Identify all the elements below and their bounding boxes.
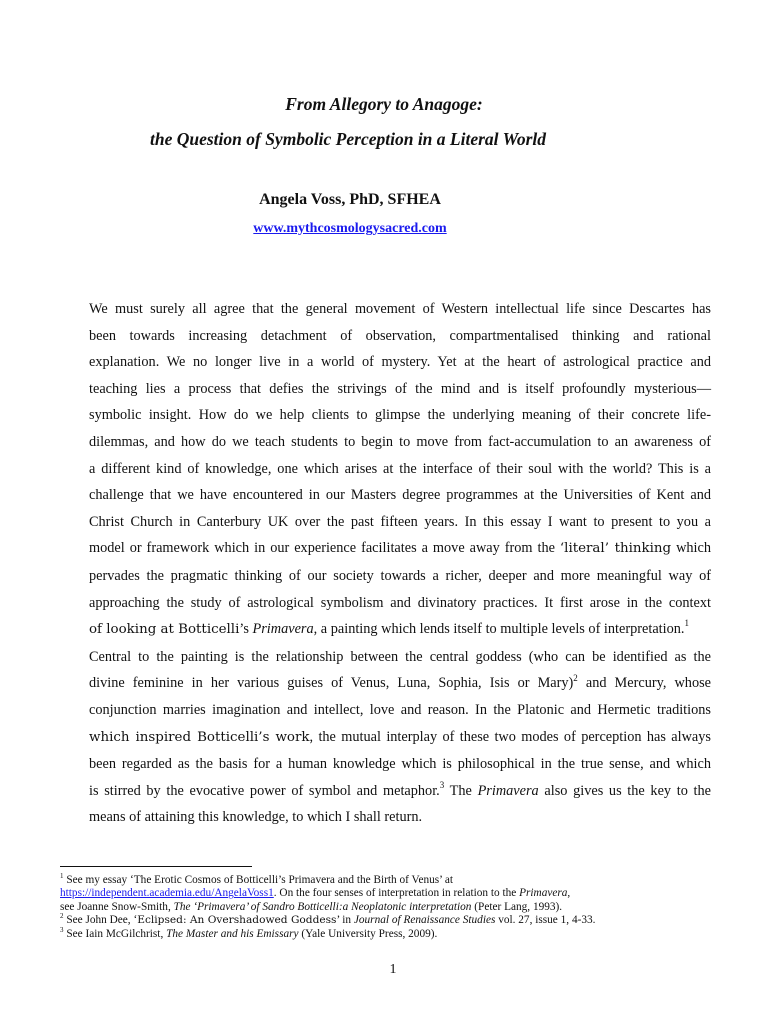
body-line: means of attaining this knowledge, to which I shall return. xyxy=(89,809,423,826)
body-line: approaching the study of astrological symbolism and divinatory practices. It first arose in the context xyxy=(89,594,711,611)
paper-title-line-2: the Question of Symbolic Perception in a Literal World xyxy=(149,129,547,149)
body-line: a different kind of knowledge, one which arises at the interface of their soul with the world? This is a xyxy=(89,460,711,477)
body-line: dilemmas, and how do we teach students to begin to move from fact-accumulation to an awareness of xyxy=(89,433,711,450)
body-line: challenge that we have encountered in our Masters degree programmes at the Universities of Kent and xyxy=(89,487,711,504)
body-line: explanation. We no longer live in a world of mystery. Yet at the heart of astrological practice and xyxy=(89,354,711,371)
body-line: pervades the pragmatic thinking of our society towards a richer, deeper and more meaningful way of xyxy=(89,567,711,584)
footnote-ref[interactable]: 2 xyxy=(573,672,578,683)
body-line: which inspired Botticelli’s work, the mutual interplay of these two modes of perception has always xyxy=(89,728,711,745)
author-name: Angela Voss, PhD, SFHEA xyxy=(259,191,441,208)
body-line: We must surely all agree that the general movement of Western intellectual life since Descartes has xyxy=(89,301,711,317)
body-line: been towards increasing detachment of observation, compartmentalised thinking and rational xyxy=(89,327,711,344)
page-number: 1 xyxy=(389,962,397,977)
footnote-2: $^2$ See John Dee, ‘Eclipsed: An Overshadowed Goddess’ in Journal of Renaissance Studies vol. 27, issue 1, 4-33. xyxy=(60,912,596,927)
body-line: symbolic insight. How do we help clients to glimpse the underlying meaning of their concrete life- xyxy=(89,407,711,424)
website-link[interactable]: www.mythcosmologysacred.com xyxy=(253,221,447,236)
footnote-divider xyxy=(60,866,252,867)
footnotes xyxy=(60,874,720,941)
body-line: is stirred by the evocative power of symbol and metaphor.$^3$ The Primavera also gives us the key to the xyxy=(89,779,711,799)
body-line: been regarded as the basis for a human knowledge which is philosophical in the true sense, and which xyxy=(89,756,711,773)
body-line: divine feminine in her various guises of Venus, Luna, Sophia, Isis or Mary)$^2$ and Mercury, whose xyxy=(89,672,711,692)
footnote-ref[interactable]: 1 xyxy=(684,618,689,629)
body-line: Christ Church in Canterbury UK over the past fifteen years. In this essay I want to present to you a xyxy=(89,513,711,530)
paper-title-line-1: From Allegory to Anagoge: xyxy=(285,94,483,114)
body-line: of looking at Botticelli’s Primavera, a painting which lends itself to multiple levels of interpretation.$^1$ xyxy=(89,618,689,638)
footnote-1-cont: https://independent.academia.edu/AngelaVoss1. On the four senses of interpretation in relation to the Primavera, xyxy=(60,887,571,900)
footnote-ref[interactable]: 3 xyxy=(439,779,445,790)
body-line: teaching lies a process that defies the strivings of the mind and is itself profoundly mysterious— xyxy=(89,380,711,397)
footnote-1: $^1$ See my essay ‘The Erotic Cosmos of Botticelli’s Primavera and the Birth of Venus’ at xyxy=(60,872,454,886)
body-line: Central to the painting is the relationship between the central goddess (who can be identified as the xyxy=(89,648,711,665)
body-line: conjunction marries imagination and intellect, love and reason. In the Platonic and Hermetic traditions xyxy=(89,701,711,718)
footnote-1-cont: see Joanne Snow-Smith, The ‘Primavera’ of Sandro Botticelli:a Neoplatonic interpretation (Peter Lang, 1993). xyxy=(60,900,563,913)
body-line: model or framework which in our experience facilitates a move away from the ‘literal’ thinking which xyxy=(89,540,712,557)
academia-link[interactable]: https://independent.academia.edu/AngelaVoss1 xyxy=(60,887,274,900)
footnote-3: $^3$ See Iain McGilchrist, The Master and his Emissary (Yale University Press, 2009). xyxy=(60,925,438,940)
body-paragraph xyxy=(89,296,711,831)
